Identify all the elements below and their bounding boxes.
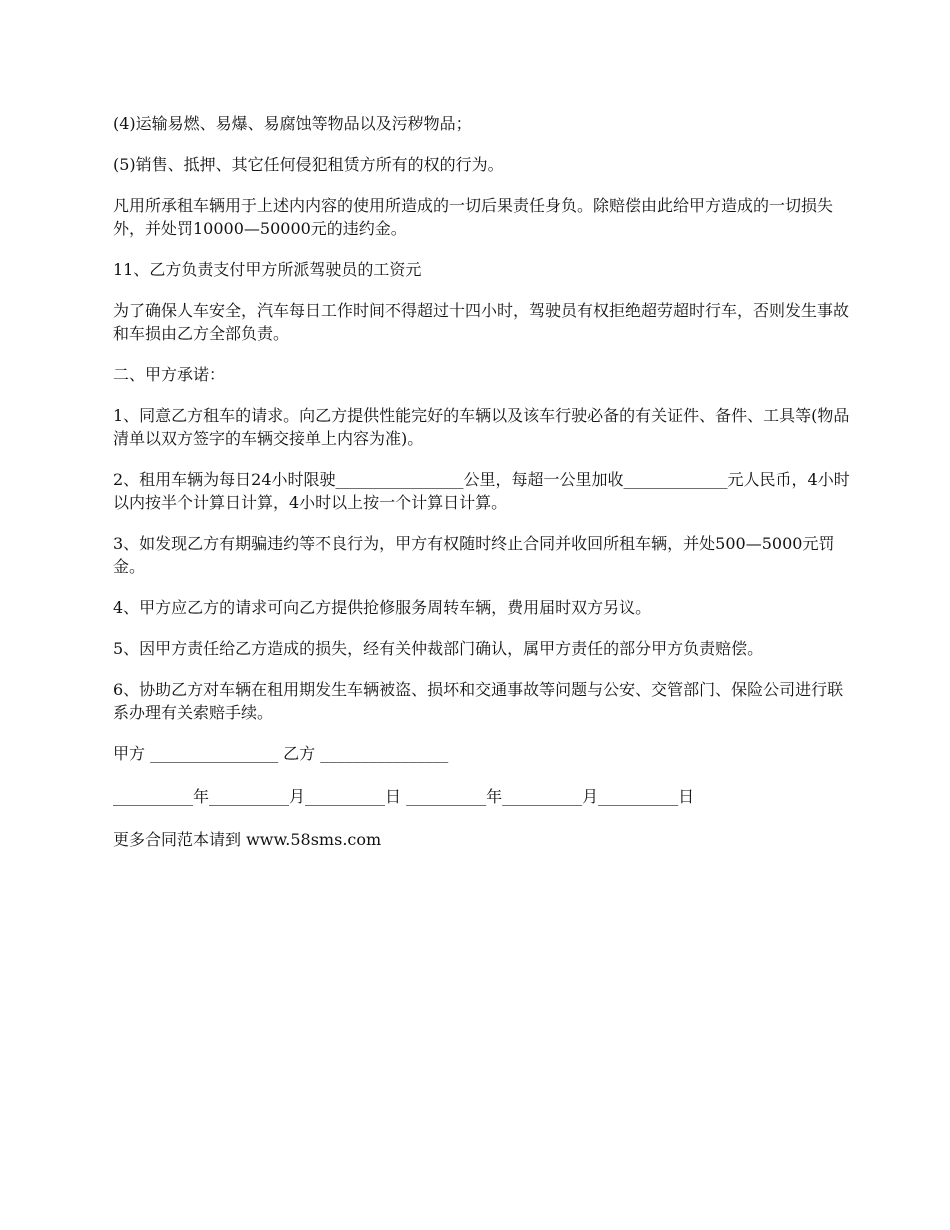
- promise-3: 3、如发现乙方有期骗违约等不良行为，甲方有权随时终止合同并收回所租车辆，并处500—5000元罚金。: [113, 534, 835, 576]
- signature-line: 甲方 ________________ 乙方 ________________: [113, 744, 449, 763]
- clause-4-prohibited-transport: (4)运输易燃、易爆、易腐蚀等物品以及污秽物品；: [113, 114, 472, 133]
- promise-4: 4、甲方应乙方的请求可向乙方提供抢修服务周转车辆，费用届时双方另议。: [113, 598, 652, 617]
- section-heading-party-a-promises: 二、甲方承诺：: [113, 365, 226, 384]
- clause-5-prohibited-sale: (5)销售、抵押、其它任何侵犯租赁方所有的权的行为。: [113, 155, 504, 174]
- clause-11-driver-wage: 11、乙方负责支付甲方所派驾驶员的工资元: [113, 260, 422, 279]
- footer-link-text: 更多合同范本请到 www.58sms.com: [113, 830, 382, 849]
- promise-6: 6、协助乙方对车辆在租用期发生车辆被盗、损坏和交通事故等问题与公安、交管部门、保险公司进行联系办理有关索赔手续。: [113, 680, 844, 722]
- liability-paragraph: 凡用所承租车辆用于上述内内容的使用所造成的一切后果责任身负。除赔偿由此给甲方造成的一切损失外，并处罚10000—50000元的违约金。: [113, 196, 834, 238]
- safety-paragraph: 为了确保人车安全，汽车每日工作时间不得超过十四小时，驾驶员有权拒绝超劳超时行车，否则发生事故和车损由乙方全部负责。: [113, 301, 850, 343]
- promise-1: 1、同意乙方租车的请求。向乙方提供性能完好的车辆以及该车行驶必备的有关证件、备件、工具等(物品清单以双方签字的车辆交接单上内容为准)。: [113, 406, 850, 448]
- document-body: [113, 112, 853, 869]
- date-line: __________年__________月__________日 __________年__________月__________日: [113, 787, 695, 806]
- promise-2: 2、租用车辆为每日24小时限驶________________公里，每超一公里加收_____________元人民币，4小时以内按半个计算日计算，4小时以上按一个计算日计算。: [113, 470, 850, 512]
- promise-5: 5、因甲方责任给乙方造成的损失，经有关仲裁部门确认，属甲方责任的部分甲方负责赔偿。: [113, 639, 764, 658]
